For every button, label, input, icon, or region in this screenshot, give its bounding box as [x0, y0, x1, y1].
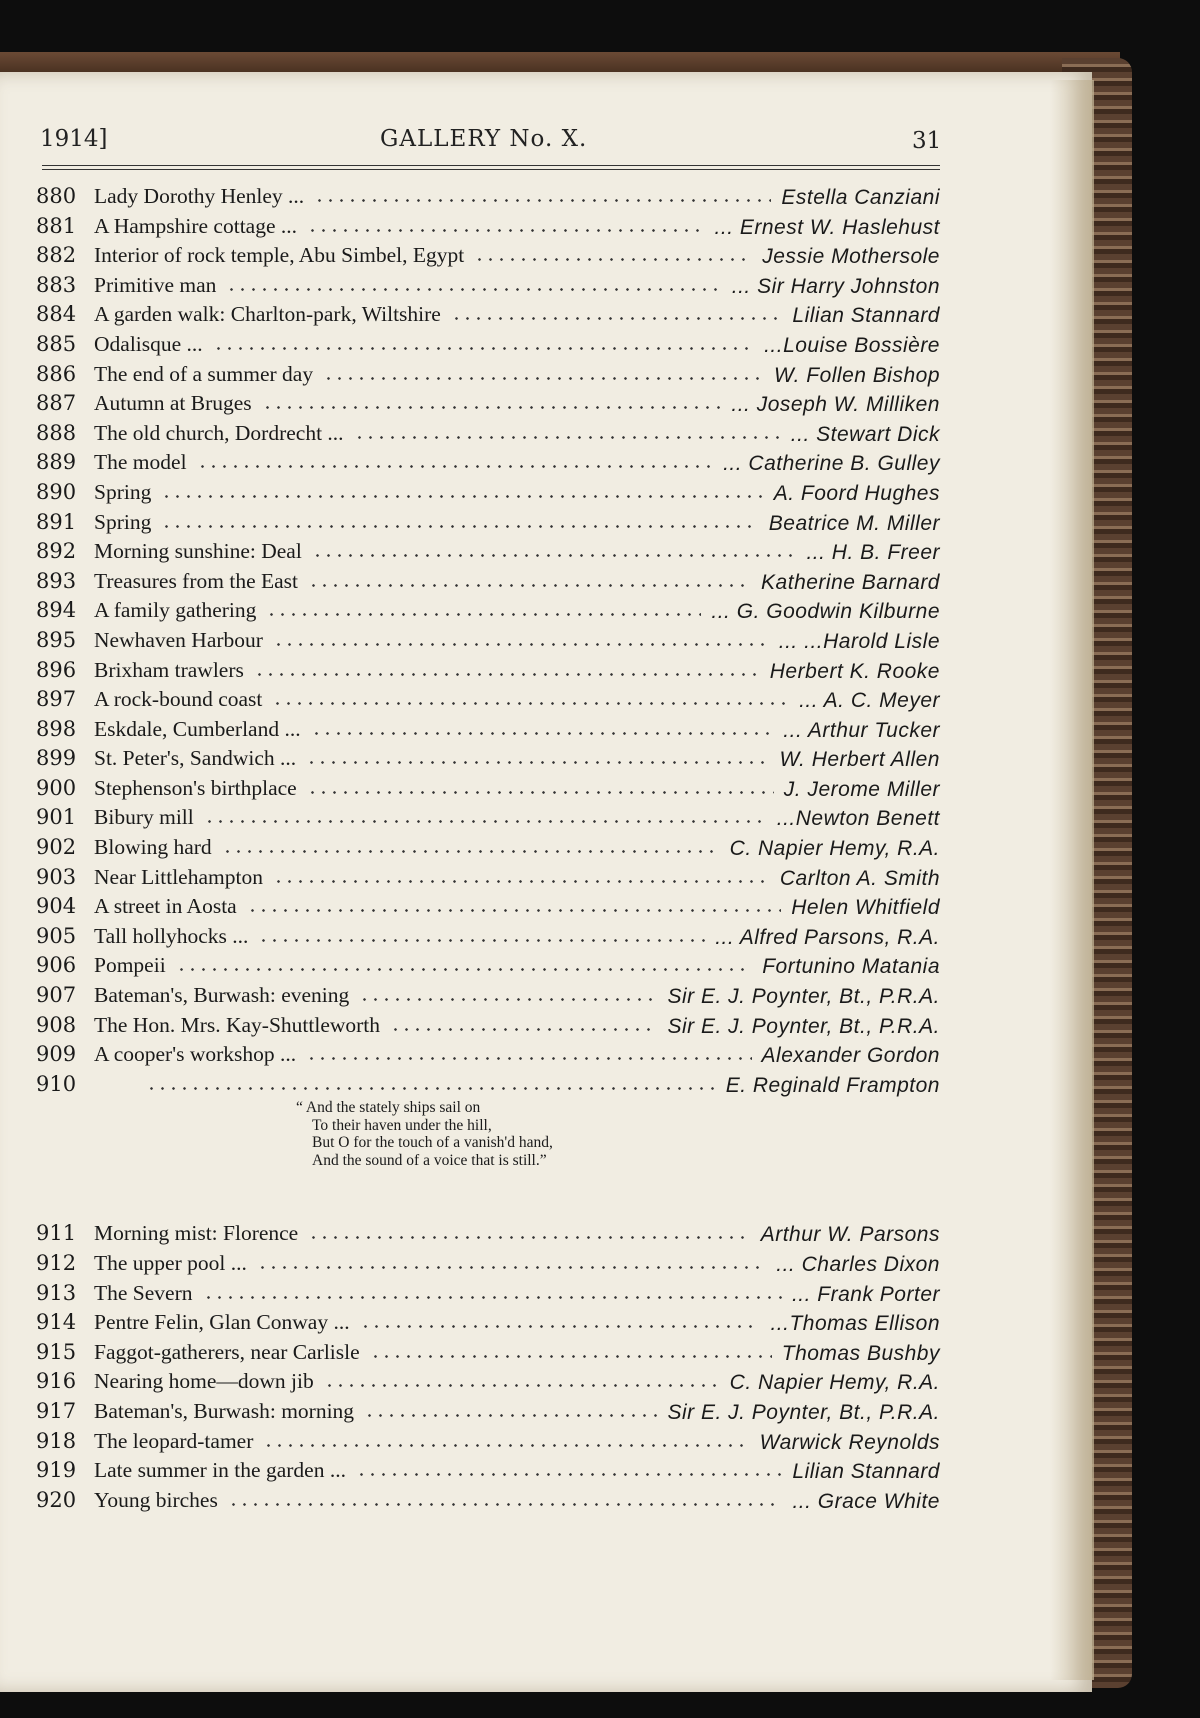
entry-artist: ... Frank Porter — [791, 1282, 940, 1306]
entry-number: 915 — [36, 1339, 77, 1364]
entry-number: 911 — [36, 1221, 77, 1246]
dot-leader — [222, 850, 720, 853]
entry-number: 890 — [36, 479, 77, 504]
catalogue-entry — [0, 1013, 960, 1043]
entry-artist: Lilian Stannard — [792, 1460, 940, 1484]
catalogue-entry — [0, 805, 960, 835]
dot-leader — [273, 643, 769, 646]
entry-artist: Sir E. J. Poynter, Bt., P.R.A. — [667, 985, 940, 1009]
entry-title: Pompeii — [94, 953, 166, 978]
entry-title: Primitive man — [94, 272, 217, 297]
entry-number: 916 — [36, 1369, 77, 1394]
entry-number: 902 — [36, 835, 77, 860]
entry-title: Lady Dorothy Henley ... — [94, 184, 305, 208]
entry-title: The leopard-tamer — [94, 1428, 254, 1453]
entry-number: 896 — [36, 657, 77, 682]
quote-line: “ And the stately ships sail on — [296, 1099, 481, 1117]
poem-quote — [0, 1101, 960, 1221]
entry-artist: C. Napier Hemy, R.A. — [729, 837, 940, 861]
entry-title: Morning sunshine: Deal — [94, 539, 302, 564]
catalogue-entry — [0, 1221, 960, 1251]
catalogue-entry — [0, 1399, 960, 1429]
dot-leader — [176, 968, 753, 971]
dot-leader — [213, 347, 754, 350]
catalogue-entry — [0, 1488, 960, 1518]
entry-title: The upper pool ... — [94, 1251, 247, 1275]
entry-title: Morning mist: Florence — [94, 1221, 299, 1246]
entry-title: Odalisque ... — [94, 331, 203, 356]
entry-artist: Carlton A. Smith — [779, 866, 940, 890]
entry-artist: Lilian Stannard — [792, 304, 940, 328]
header-rule-top — [42, 165, 940, 166]
dot-leader — [273, 880, 770, 883]
entry-title: Spring — [94, 479, 152, 504]
dot-leader — [307, 229, 705, 232]
catalogue-entry — [0, 1042, 960, 1072]
dot-leader — [204, 820, 767, 823]
catalogue-entry — [0, 184, 960, 214]
catalogue-entry — [0, 658, 960, 688]
entries-911-920 — [0, 1221, 960, 1517]
catalogue-entry — [0, 865, 960, 895]
entry-title: Newhaven Harbour — [94, 627, 263, 652]
catalogue-entry — [0, 1281, 960, 1311]
entry-artist: ... Sir Harry Johnston — [731, 274, 940, 298]
dot-leader — [228, 1503, 783, 1506]
dot-leader — [390, 1028, 657, 1031]
catalogue-entry — [0, 302, 960, 332]
dot-leader — [312, 554, 797, 557]
catalogue-entry — [0, 924, 960, 954]
dot-leader — [359, 998, 657, 1001]
entry-number: 888 — [36, 420, 77, 445]
dot-leader — [474, 258, 752, 261]
entry-number: 918 — [36, 1428, 77, 1453]
dot-leader — [354, 436, 781, 439]
catalogue-entry — [0, 1072, 960, 1102]
catalogue-entry — [0, 983, 960, 1013]
entry-number: 883 — [36, 272, 77, 297]
entry-title: Faggot-gatherers, near Carlisle — [94, 1339, 360, 1364]
dot-leader — [272, 702, 789, 705]
dot-leader — [314, 199, 771, 202]
entry-number: 906 — [36, 953, 77, 978]
entry-artist: ... ...Harold Lisle — [778, 629, 940, 653]
catalogue-entry — [0, 628, 960, 658]
entry-number: 884 — [36, 302, 77, 327]
entry-number: 899 — [36, 746, 77, 771]
entry-artist: ... Catherine B. Gulley — [723, 452, 940, 476]
header-rule-bottom — [42, 169, 940, 170]
entry-number: 917 — [36, 1398, 77, 1423]
quote-line: But O for the touch of a vanish'd hand, — [312, 1134, 553, 1152]
dot-leader — [356, 1473, 782, 1476]
catalogue-entry — [0, 214, 960, 244]
dot-leader — [263, 1444, 749, 1447]
entry-title: Late summer in the garden ... — [94, 1458, 346, 1483]
entry-number: 913 — [36, 1280, 77, 1305]
entry-number: 905 — [36, 923, 77, 948]
entry-title: The model — [94, 450, 187, 475]
entry-artist: Katherine Barnard — [761, 570, 940, 594]
entry-artist: ... Charles Dixon — [776, 1253, 940, 1276]
catalogue-entry — [0, 1310, 960, 1340]
entry-title: The old church, Dordrecht ... — [94, 420, 344, 445]
entry-artist: C. Napier Hemy, R.A. — [729, 1371, 940, 1395]
entry-title: A cooper's workshop ... — [94, 1042, 297, 1067]
entry-number: 920 — [36, 1487, 77, 1512]
dot-leader — [226, 288, 721, 291]
entry-number: 903 — [36, 864, 77, 889]
entry-number: 904 — [36, 894, 77, 919]
entry-number: 880 — [36, 184, 77, 208]
catalogue-entry — [0, 1340, 960, 1370]
entry-title: St. Peter's, Sandwich ... — [94, 746, 297, 771]
entry-title: Tall hollyhocks ... — [94, 923, 249, 948]
header-year: 1914] — [40, 126, 108, 152]
entry-number: 901 — [36, 805, 77, 830]
catalogue-entry — [0, 1458, 960, 1488]
entry-number: 908 — [36, 1012, 77, 1037]
catalogue-entries — [0, 184, 960, 1517]
dot-leader — [266, 613, 701, 616]
entry-number: 909 — [36, 1042, 77, 1067]
entry-artist: Sir E. J. Poynter, Bt., P.R.A. — [667, 1014, 940, 1038]
dot-leader — [308, 1236, 750, 1239]
catalogue-entry — [0, 332, 960, 362]
dot-leader — [311, 732, 774, 735]
catalogue-entry — [0, 1369, 960, 1399]
entry-artist: W. Herbert Allen — [779, 748, 940, 772]
dot-leader — [161, 495, 763, 498]
entry-artist: ... Ernest W. Haslehust — [714, 215, 940, 239]
entry-number: 897 — [36, 687, 77, 712]
entry-title: A family gathering — [94, 598, 257, 623]
running-head — [0, 122, 960, 162]
entry-artist: Helen Whitfield — [791, 896, 940, 920]
entry-title: Treasures from the East — [94, 568, 299, 593]
entry-number: 914 — [36, 1310, 77, 1335]
entry-number: 893 — [36, 568, 77, 593]
dot-leader — [197, 465, 714, 468]
entry-artist: ... G. Goodwin Kilburne — [711, 600, 940, 624]
catalogue-entry — [0, 243, 960, 273]
catalogue-entry — [0, 598, 960, 628]
page-number: 31 — [912, 128, 942, 154]
dot-leader — [257, 1266, 766, 1269]
entry-number: 892 — [36, 539, 77, 564]
catalogue-entry — [0, 273, 960, 303]
entry-title: Interior of rock temple, Abu Simbel, Egypt — [94, 243, 465, 268]
entry-number: 889 — [36, 450, 77, 475]
entry-title: Nearing home—down jib — [94, 1369, 314, 1394]
catalogue-entry — [0, 746, 960, 776]
dot-leader — [306, 1057, 751, 1060]
quote-line: And the sound of a voice that is still.” — [312, 1151, 547, 1169]
page-curl-shadow — [1050, 80, 1094, 1680]
dot-leader — [451, 317, 783, 320]
dot-leader — [308, 584, 751, 587]
dot-leader — [324, 1384, 720, 1387]
entry-artist: Jessie Mothersole — [762, 245, 940, 269]
entry-artist: ... H. B. Freer — [806, 541, 940, 565]
entry-title: Eskdale, Cumberland ... — [94, 716, 301, 741]
catalogue-entry — [0, 510, 960, 540]
entry-title: A rock-bound coast — [94, 687, 263, 712]
entry-artist: ...Louise Bossière — [764, 333, 940, 357]
entry-title: Bateman's, Burwash: evening — [94, 983, 350, 1008]
entry-title: Spring — [94, 509, 152, 534]
entry-number: 881 — [36, 213, 77, 238]
entry-artist: Fortunino Matania — [762, 955, 940, 979]
entry-number: 900 — [36, 775, 77, 800]
dot-leader — [364, 1414, 657, 1417]
catalogue-entry — [0, 1429, 960, 1459]
entry-number: 898 — [36, 716, 77, 741]
quote-line: To their haven under the hill, — [312, 1116, 492, 1134]
catalogue-entry — [0, 776, 960, 806]
catalogue-entry — [0, 687, 960, 717]
entry-artist: Sir E. J. Poynter, Bt., P.R.A. — [667, 1400, 940, 1424]
entry-title: Near Littlehampton — [94, 864, 263, 889]
catalogue-entry — [0, 953, 960, 983]
dot-leader — [306, 761, 769, 764]
entry-title: Pentre Felin, Glan Conway ... — [94, 1310, 350, 1335]
entry-title: The end of a summer day — [94, 361, 314, 386]
entry-title: A garden walk: Charlton-park, Wiltshire — [94, 302, 441, 327]
dot-leader — [254, 673, 760, 676]
entry-artist: ... Joseph W. Milliken — [731, 393, 940, 417]
entry-artist: Alexander Gordon — [761, 1044, 940, 1068]
entry-artist: Herbert K. Rooke — [769, 659, 940, 683]
catalogue-entry — [0, 835, 960, 865]
dot-leader — [370, 1355, 772, 1358]
entry-title: Bibury mill — [94, 805, 194, 830]
entry-number: 910 — [36, 1071, 77, 1096]
entry-artist: Arthur W. Parsons — [760, 1223, 940, 1247]
catalogue-entry — [0, 569, 960, 599]
catalogue-entry — [0, 717, 960, 747]
dot-leader — [247, 909, 782, 912]
dot-leader — [307, 791, 774, 794]
catalogue-entry — [0, 362, 960, 392]
entry-number: 882 — [36, 243, 77, 268]
dot-leader — [203, 1296, 782, 1299]
entry-title: A Hampshire cottage ... — [94, 213, 298, 238]
catalogue-entry — [0, 1251, 960, 1281]
entry-artist: Estella Canziani — [781, 186, 940, 209]
dot-leader — [258, 939, 705, 942]
entry-number: 912 — [36, 1251, 77, 1275]
entry-title: The Severn — [94, 1280, 193, 1305]
catalogue-entry — [0, 480, 960, 510]
entry-artist: ... Arthur Tucker — [783, 718, 940, 742]
entry-artist: E. Reginald Frampton — [725, 1073, 940, 1097]
entry-artist: ...Newton Benett — [776, 807, 940, 831]
entry-number: 907 — [36, 983, 77, 1008]
catalogue-entry — [0, 421, 960, 451]
dot-leader — [146, 1087, 716, 1090]
entry-artist: Warwick Reynolds — [759, 1430, 940, 1454]
entry-artist: Thomas Bushby — [781, 1341, 940, 1365]
dot-leader — [161, 525, 758, 528]
entry-artist: ... A. C. Meyer — [799, 689, 940, 713]
entry-title: Blowing hard — [94, 835, 212, 860]
entry-title: A street in Aosta — [94, 894, 237, 919]
entry-number: 885 — [36, 331, 77, 356]
entry-artist: A. Foord Hughes — [773, 481, 940, 505]
catalogue-entry — [0, 894, 960, 924]
dot-leader — [360, 1325, 761, 1328]
entry-artist: ... Grace White — [792, 1489, 940, 1513]
dot-leader — [262, 406, 722, 409]
entry-artist: Beatrice M. Miller — [768, 511, 940, 535]
entry-title: The Hon. Mrs. Kay-Shuttleworth — [94, 1012, 381, 1037]
catalogue-entry — [0, 539, 960, 569]
entry-artist: ...Thomas Ellison — [770, 1312, 940, 1336]
catalogue-entry — [0, 391, 960, 421]
entry-artist: J. Jerome Miller — [783, 777, 940, 801]
entry-title: Young birches — [94, 1487, 218, 1512]
entry-number: 919 — [36, 1458, 77, 1483]
entry-number: 886 — [36, 361, 77, 386]
catalogue-entry — [0, 450, 960, 480]
entry-number: 894 — [36, 598, 77, 623]
entry-number: 895 — [36, 627, 77, 652]
entry-number: 887 — [36, 391, 77, 416]
entries-880-910 — [0, 184, 960, 1101]
entry-artist: ... Alfred Parsons, R.A. — [715, 925, 940, 949]
gallery-title: GALLERY No. X. — [380, 126, 588, 152]
entry-number: 891 — [36, 509, 77, 534]
entry-title: Bateman's, Burwash: morning — [94, 1398, 355, 1423]
entry-title: Brixham trawlers — [94, 657, 244, 682]
dot-leader — [323, 377, 764, 380]
entry-title: Stephenson's birthplace — [94, 775, 297, 800]
entry-title: Autumn at Bruges — [94, 391, 252, 416]
entry-artist: W. Follen Bishop — [774, 363, 940, 387]
entry-artist: ... Stewart Dick — [790, 422, 940, 446]
